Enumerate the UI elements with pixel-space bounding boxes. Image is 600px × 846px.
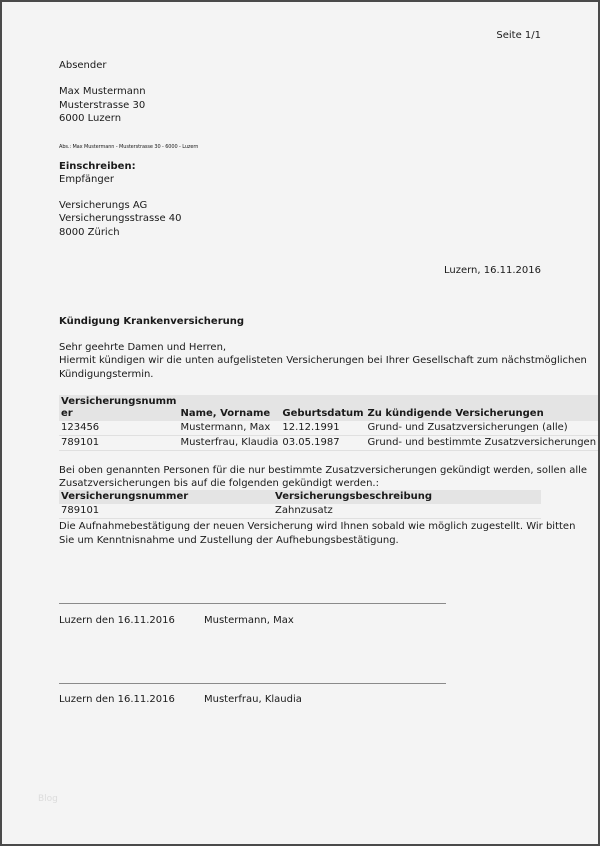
table-cell: 123456 [59,421,178,436]
place-date: Luzern, 16.11.2016 [443,265,541,276]
table-cell: 789101 [59,504,273,519]
table-cell: Grund- und bestimmte Zusatzversicherungen [366,436,599,451]
table-row [59,436,598,451]
intro-text-line1: Hiermit kündigen wir die unten aufgelisteten Versicherungen bei Ihrer Gesellschaft zum nächstmöglichen [59,355,587,366]
table-cell: Mustermann, Max [178,421,280,436]
recipient-city: 8000 Zürich [59,227,120,238]
recipient-company: Versicherungs AG [59,200,148,211]
watermark: Blog [38,794,58,804]
column-header: Versicherungsnumm er [61,396,177,419]
closing-text-line2: Sie um Kenntnisnahme und Zustellung der Aufhebungsbestätigung. [59,535,399,546]
column-header: Versicherungsnummer [59,490,273,504]
return-address-line: Abs.: Max Mustermann - Musterstrasse 30 - 6000 - Luzern [59,144,199,150]
table-cell: Grund- und Zusatzversicherungen (alle) [366,421,599,436]
table-cell: Musterfrau, Klaudia [178,436,280,451]
policies-table [59,395,598,451]
table-cell: 12.12.1991 [280,421,365,436]
sender-label: Absender [59,60,107,71]
letter-subject: Kündigung Krankenversicherung [59,316,245,327]
salutation: Sehr geehrte Damen und Herren, [59,342,227,353]
exceptions-table [59,490,541,519]
table-header-row [59,395,598,421]
partial-cancel-text-line2: Zusatzversicherungen bis auf die folgenden gekündigt werden.: [59,478,379,489]
table-header-row [59,490,541,504]
recipient-street: Versicherungsstrasse 40 [59,213,182,224]
signature-line [59,683,446,684]
page-number: Seite 1/1 [496,30,541,41]
signature-name: Mustermann, Max [204,615,294,626]
closing-text-line1: Die Aufnahmebestätigung der neuen Versicherung wird Ihnen sobald wie möglich zugestellt. Wir bitten [59,521,576,532]
recipient-label: Empfänger [59,174,115,185]
table-row [59,504,541,519]
signature-name: Musterfrau, Klaudia [204,694,302,705]
table-cell: 03.05.1987 [280,436,365,451]
table-row [59,421,598,436]
signature-place-date: Luzern den 16.11.2016 [59,694,175,705]
table-cell: 789101 [59,436,178,451]
signature-place-date: Luzern den 16.11.2016 [59,615,175,626]
signature-line [59,603,446,604]
column-header: Name, Vorname [178,395,280,421]
intro-text-line2: Kündigungstermin. [59,369,154,380]
column-header: Zu kündigende Versicherungen [366,395,599,421]
sender-name: Max Mustermann [59,86,146,97]
sender-street: Musterstrasse 30 [59,100,146,111]
column-header: Geburtsdatum [280,395,365,421]
delivery-type: Einschreiben: [59,161,136,172]
column-header: Versicherungsbeschreibung [273,490,541,504]
partial-cancel-text-line1: Bei oben genannten Personen für die nur bestimmte Zusatzversicherungen gekündigt werden, sollen alle [59,465,588,476]
sender-city: 6000 Luzern [59,113,122,124]
table-cell: Zahnzusatz [273,504,541,519]
